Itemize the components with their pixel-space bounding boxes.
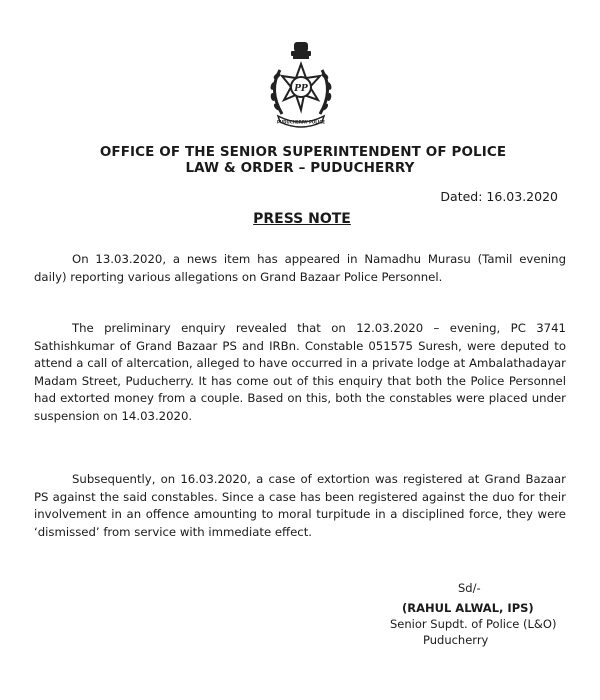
signatory-name: (RAHUL ALWAL, IPS) bbox=[402, 601, 534, 615]
paragraph-news-item: On 13.03.2020, a news item has appeared in Namadhu Murasu (Tamil evening daily) reporting various allegations on Grand Bazaar Police Personnel. bbox=[34, 252, 566, 284]
press-note-heading: PRESS NOTE bbox=[253, 211, 351, 227]
dated-line: Dated: 16.03.2020 bbox=[440, 189, 558, 204]
signature-sd: Sd/- bbox=[458, 581, 481, 595]
paragraph-preliminary-enquiry: The preliminary enquiry revealed that on 12.03.2020 – evening, PC 3741 Sathishkumar of Grand Bazaar PS and IRBn. Constable 051575 Suresh, were deputed to attend a call of altercation, alleged to have occurred in a private lodge at Ambalathadayar Madam Street, Puducherry. It has come out of this enquiry that both the Police Personnel had extorted money from a couple. Based on this, both the constables were placed under suspension on 14.03.2020. bbox=[34, 321, 566, 423]
paragraph-dismissal: Subsequently, on 16.03.2020, a case of extortion was registered at Grand Bazaar PS against the said constables. Since a case has been registered against the duo for their involvement in an offence amounting to moral turpitude in a disciplined force, they were ‘dismissed’ from service with immediate effect. bbox=[34, 472, 566, 539]
svg-text:PUDUCHERRY POLICE: PUDUCHERRY POLICE bbox=[276, 119, 326, 125]
puducherry-police-emblem-icon bbox=[258, 40, 344, 130]
office-title-line2: LAW & ORDER – PUDUCHERRY bbox=[185, 160, 415, 176]
signatory-designation: Senior Supdt. of Police (L&O) bbox=[390, 617, 557, 631]
office-title-line1: OFFICE OF THE SENIOR SUPERINTENDENT OF POLICE bbox=[99, 144, 507, 160]
signatory-place: Puducherry bbox=[423, 633, 489, 647]
svg-text:PP: PP bbox=[294, 84, 308, 94]
